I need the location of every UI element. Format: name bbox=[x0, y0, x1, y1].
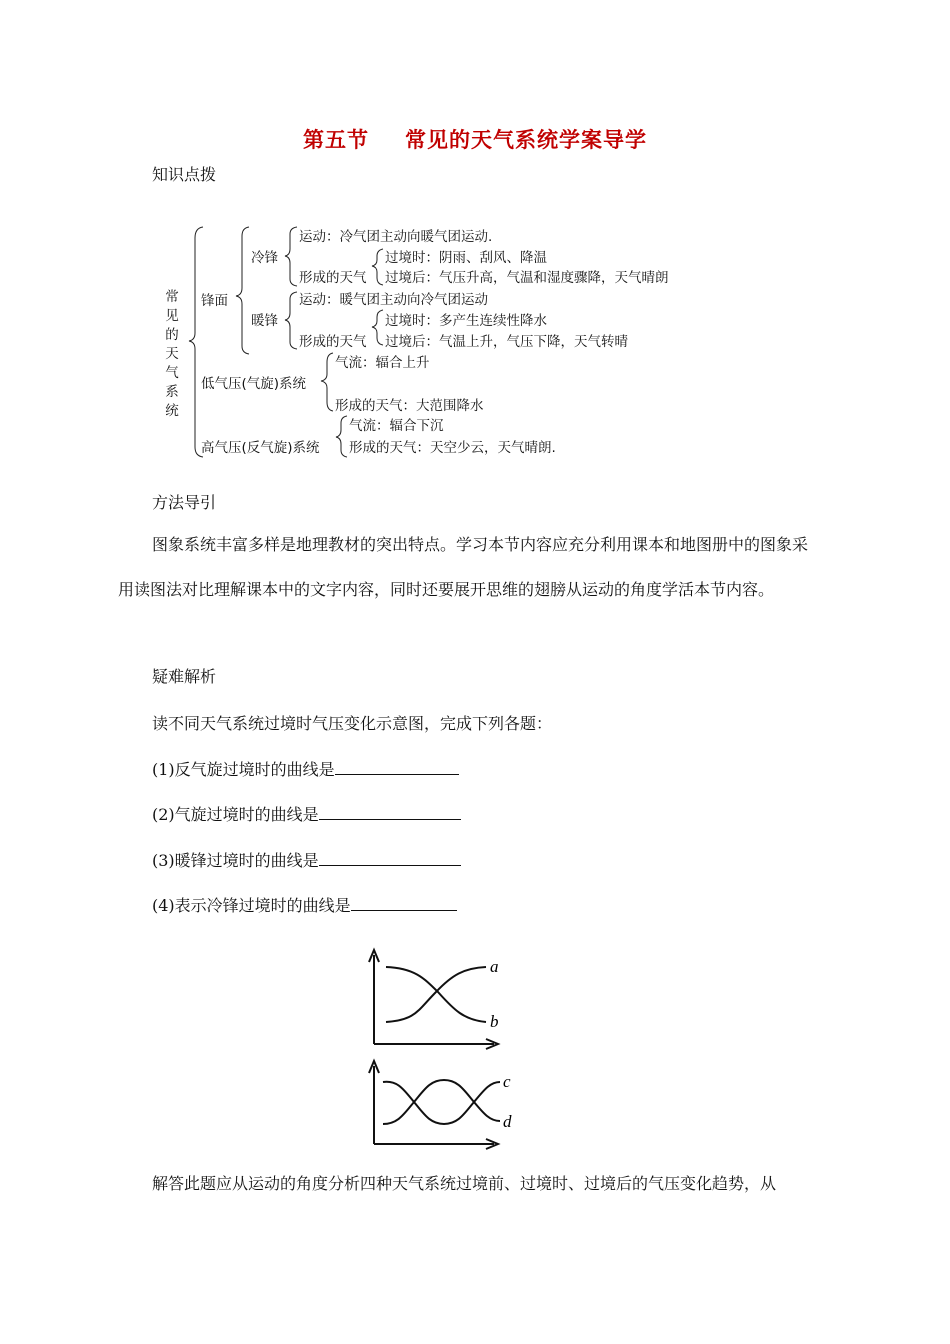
graph-cd-x-arrow bbox=[486, 1139, 498, 1149]
graph-ab-y-arrow bbox=[369, 950, 379, 962]
tree-warm-front-label: 暖锋 bbox=[251, 313, 278, 329]
curve-b bbox=[386, 967, 486, 1022]
answer-blank-2[interactable] bbox=[319, 802, 461, 820]
curve-a bbox=[386, 967, 486, 1022]
tree-cold-during: 过境时：阴雨、刮风、降温 bbox=[385, 250, 547, 266]
graph-ab-x-arrow bbox=[486, 1039, 498, 1049]
curve-d-label: d bbox=[503, 1112, 512, 1131]
question-4 bbox=[152, 893, 457, 916]
question-1-text: (1)反气旋过境时的曲线是 bbox=[152, 760, 335, 779]
curve-c bbox=[383, 1082, 500, 1124]
tree-low-pressure-label: 低气压(气旋)系统 bbox=[201, 376, 307, 392]
question-2 bbox=[152, 802, 461, 825]
tree-high-weather: 形成的天气：天空少云，天气晴朗. bbox=[349, 440, 556, 456]
question-4-text: (4)表示冷锋过境时的曲线是 bbox=[152, 896, 351, 915]
question-intro: 读不同天气系统过境时气压变化示意图，完成下列各题： bbox=[152, 714, 553, 733]
method-paragraph: 图象系统丰富多样是地理教材的突出特点。学习本节内容应充分利用课本和地图册中的图象采用读图法对比理解课本中的文字内容，同时还要展开思维的翅膀从运动的角度学活本节内容。 bbox=[118, 535, 809, 599]
tree-cold-weather-label: 形成的天气 bbox=[299, 270, 367, 286]
tree-low-airflow: 气流：辐合上升 bbox=[335, 355, 430, 371]
answer-intro: 解答此题应从运动的角度分析四种天气系统过境前、过境时、过境后的气压变化趋势，从 bbox=[152, 1174, 777, 1193]
heading-method: 方法导引 bbox=[152, 493, 217, 512]
tree-cold-front-label: 冷锋 bbox=[251, 250, 278, 266]
question-2-text: (2)气旋过境时的曲线是 bbox=[152, 805, 319, 824]
heading-difficulty: 疑难解析 bbox=[152, 667, 217, 686]
tree-warm-after: 过境后：气温上升，气压下降，天气转晴 bbox=[385, 334, 628, 350]
curve-d bbox=[383, 1080, 500, 1124]
tree-high-airflow: 气流：辐合下沉 bbox=[349, 418, 444, 434]
tree-root-label: 常见的天气系统 bbox=[165, 289, 179, 419]
answer-blank-3[interactable] bbox=[319, 848, 461, 866]
question-3 bbox=[152, 848, 461, 871]
curve-c-label: c bbox=[503, 1072, 511, 1091]
heading-knowledge: 知识点拨 bbox=[152, 165, 217, 184]
curve-a-label: a bbox=[490, 957, 499, 976]
tree-low-weather: 形成的天气：大范围降水 bbox=[335, 398, 484, 414]
question-3-text: (3)暖锋过境时的曲线是 bbox=[152, 851, 319, 870]
title-text: 常见的天气系统学案导学 bbox=[405, 127, 647, 152]
tree-warm-during: 过境时：多产生连续性降水 bbox=[385, 313, 547, 329]
tree-warm-movement: 运动：暖气团主动向冷气团运动 bbox=[299, 292, 488, 308]
tree-front-label: 锋面 bbox=[201, 293, 228, 309]
title-section-number: 第五节 bbox=[303, 127, 369, 152]
tree-warm-weather-label: 形成的天气 bbox=[299, 334, 367, 350]
graph-cd-y-arrow bbox=[369, 1061, 379, 1073]
answer-blank-1[interactable] bbox=[335, 757, 459, 775]
tree-high-pressure-label: 高气压(反气旋)系统 bbox=[201, 440, 320, 456]
tree-cold-movement: 运动：冷气团主动向暖气团运动. bbox=[299, 229, 493, 245]
curve-b-label: b bbox=[490, 1012, 499, 1031]
question-1 bbox=[152, 757, 459, 780]
answer-blank-4[interactable] bbox=[351, 893, 457, 911]
tree-cold-after: 过境后：气压升高，气温和湿度骤降，天气晴朗 bbox=[385, 270, 669, 286]
